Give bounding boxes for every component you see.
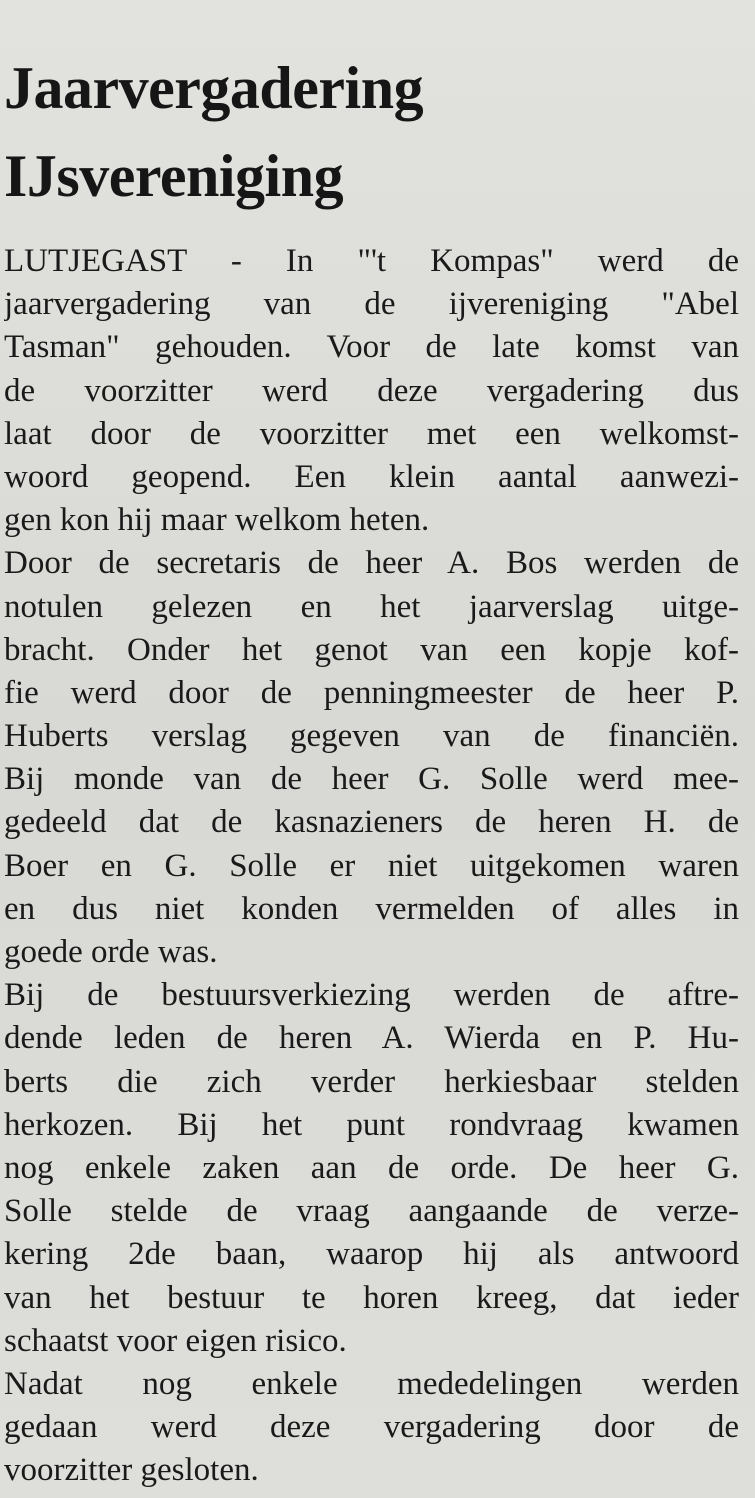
body-line: gedeeld dat de kasnazieners de heren H. de (4, 804, 739, 841)
body-line: Solle stelde de vraag aangaande de verze- (4, 1193, 739, 1230)
headline-line-1: Jaarvergadering (4, 55, 424, 121)
article-body (4, 240, 739, 1492)
body-line: LUTJEGAST - In "'t Kompas" werd de (4, 243, 739, 279)
body-line: jaarvergadering van de ijvereniging "Abel (4, 286, 739, 323)
body-line: notulen gelezen en het jaarverslag uitge- (4, 588, 739, 625)
body-line: dende leden de heren A. Wierda en P. Hu- (4, 1020, 739, 1057)
headline-line-2: IJsvereniging (4, 143, 344, 209)
body-line: Bij de bestuursverkiezing werden de aftre- (4, 977, 739, 1014)
body-line: Tasman" gehouden. Voor de late komst van (4, 329, 739, 366)
body-line: herkozen. Bij het punt rondvraag kwamen (4, 1106, 739, 1143)
headline (4, 44, 423, 220)
body-line: Door de secretaris de heer A. Bos werden de (4, 545, 739, 582)
body-line: Boer en G. Solle er niet uitgekomen waren (4, 847, 739, 884)
body-line: gen kon hij maar welkom heten. (4, 502, 430, 539)
body-line: woord geopend. Een klein aantal aanwezi- (4, 458, 739, 495)
body-line: Huberts verslag gegeven van de financiën. (4, 718, 739, 755)
body-line: schaatst voor eigen risico. (4, 1322, 347, 1359)
body-line: gedaan werd deze vergadering door de (4, 1409, 739, 1446)
body-line: nog enkele zaken aan de orde. De heer G. (4, 1149, 739, 1186)
body-line: berts die zich verder herkiesbaar stelden (4, 1063, 739, 1100)
body-line: Bij monde van de heer G. Solle werd mee- (4, 761, 739, 798)
body-line: bracht. Onder het genot van een kopje kof- (4, 631, 739, 668)
body-line: goede orde was. (4, 934, 218, 970)
body-line: van het bestuur te horen kreeg, dat ieder (4, 1279, 739, 1316)
body-line: Nadat nog enkele mededelingen werden (4, 1365, 739, 1402)
body-line: en dus niet konden vermelden of alles in (4, 890, 739, 927)
body-line: laat door de voorzitter met een welkomst- (4, 415, 739, 452)
body-line: kering 2de baan, waarop hij als antwoord (4, 1236, 739, 1273)
body-line: fie werd door de penningmeester de heer P. (4, 674, 739, 711)
body-line: de voorzitter werd deze vergadering dus (4, 372, 739, 409)
body-line: voorzitter gesloten. (4, 1452, 259, 1489)
